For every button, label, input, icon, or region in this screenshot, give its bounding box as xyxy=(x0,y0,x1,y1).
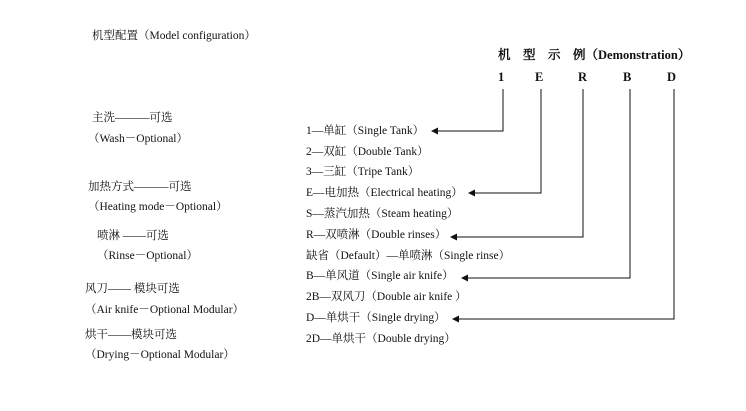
air-knife-config-label: 风刀—— 模块可选 xyxy=(85,283,180,295)
option-double-drying: 2D—单烘干（Double drying） xyxy=(306,333,456,345)
option-steam-heating: S—蒸汽加热（Steam heating） xyxy=(306,208,459,220)
rinse-config-english: （Rinse－Optional） xyxy=(97,250,198,262)
drying-config-label: 烘干——模块可选 xyxy=(85,329,177,341)
option-electrical-heating: E—电加热（Electrical heating） xyxy=(306,187,463,199)
option-single-rinse-default: 缺省（Default）—单喷淋（Single rinse） xyxy=(306,250,511,262)
connector-r-to-double-rinses xyxy=(451,89,583,237)
heating-config-label: 加热方式———可选 xyxy=(88,181,192,193)
option-double-rinses: R—双喷淋（Double rinses） xyxy=(306,229,447,241)
option-double-air-knife: 2B—双风刀（Double air knife ） xyxy=(306,291,467,303)
demonstration-title: 机 型 示 例（Demonstration） xyxy=(498,48,691,62)
option-single-tank: 1—单缸（Single Tank） xyxy=(306,125,425,137)
wash-config-label: 主洗———可选 xyxy=(92,112,173,124)
page-title: 机型配置（Model configuration） xyxy=(92,30,256,42)
code-letter-e: E xyxy=(535,70,544,84)
code-letter-r: R xyxy=(578,70,588,84)
connector-1-to-single-tank xyxy=(432,89,503,131)
connector-e-to-electrical-heating xyxy=(469,89,541,193)
code-letter-d: D xyxy=(667,70,677,84)
code-letter-b: B xyxy=(623,70,632,84)
connector-d-to-single-drying xyxy=(453,89,674,319)
rinse-config-label: 喷淋 ——可选 xyxy=(97,230,169,242)
option-tripe-tank: 3—三缸（Tripe Tank） xyxy=(306,166,420,178)
drying-config-english: （Drying－Optional Modular） xyxy=(85,349,235,361)
option-single-drying: D—单烘干（Single drying） xyxy=(306,312,446,324)
option-double-tank: 2—双缸（Double Tank） xyxy=(306,146,429,158)
code-letter-1: 1 xyxy=(498,70,505,84)
heating-config-english: （Heating mode－Optional） xyxy=(88,201,228,213)
air-knife-config-english: （Air knife－Optional Modular） xyxy=(85,304,245,316)
option-single-air-knife: B—单风道（Single air knife） xyxy=(306,270,454,282)
connector-b-to-single-air-knife xyxy=(462,89,630,278)
wash-config-english: （Wash－Optional） xyxy=(88,133,189,145)
